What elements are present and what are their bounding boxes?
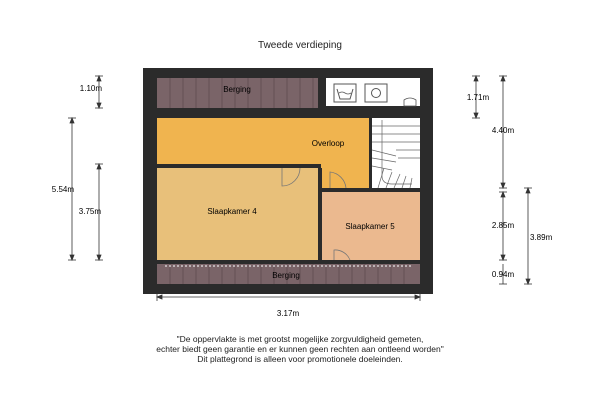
slaapkamer-5-label: Slaapkamer 5 — [345, 222, 395, 231]
berging-bottom-label: Berging — [272, 271, 300, 280]
disclaimer-line-2: echter biedt geen garantie en er kunnen geen rechten aan ontleend worden" — [156, 344, 444, 354]
floor-title: Tweede verdieping — [258, 40, 342, 51]
dim-right-mid: 4.40m — [491, 126, 515, 135]
dim-right-outer: 3.89m — [530, 233, 553, 242]
disclaimer-line-3: Dit plattegrond is alleen voor promotionele doeleinden. — [197, 354, 403, 364]
dim-right-bottom: 0.94m — [491, 270, 515, 279]
dim-left-inner: 3.75m — [78, 207, 101, 216]
disclaimer-line-1: "De oppervlakte is met grootst mogelijke zorgvuldigheid gemeten, — [176, 334, 424, 344]
berging-top-label: Berging — [223, 85, 251, 94]
slaapkamer-4-label: Slaapkamer 4 — [207, 207, 257, 216]
dim-right-top: 1.71m — [466, 93, 490, 102]
overloop-label: Overloop — [311, 139, 345, 148]
stairwell — [372, 118, 420, 188]
disclaimer — [0, 334, 600, 364]
dryer-icon — [365, 84, 387, 102]
dim-bottom-width: 3.17m — [276, 309, 300, 318]
dim-left-outer: 5.54m — [51, 185, 74, 194]
toilet-icon — [404, 98, 416, 106]
dim-left-top: 1.10m — [79, 84, 102, 93]
dim-right-s5: 2.85m — [491, 221, 515, 230]
